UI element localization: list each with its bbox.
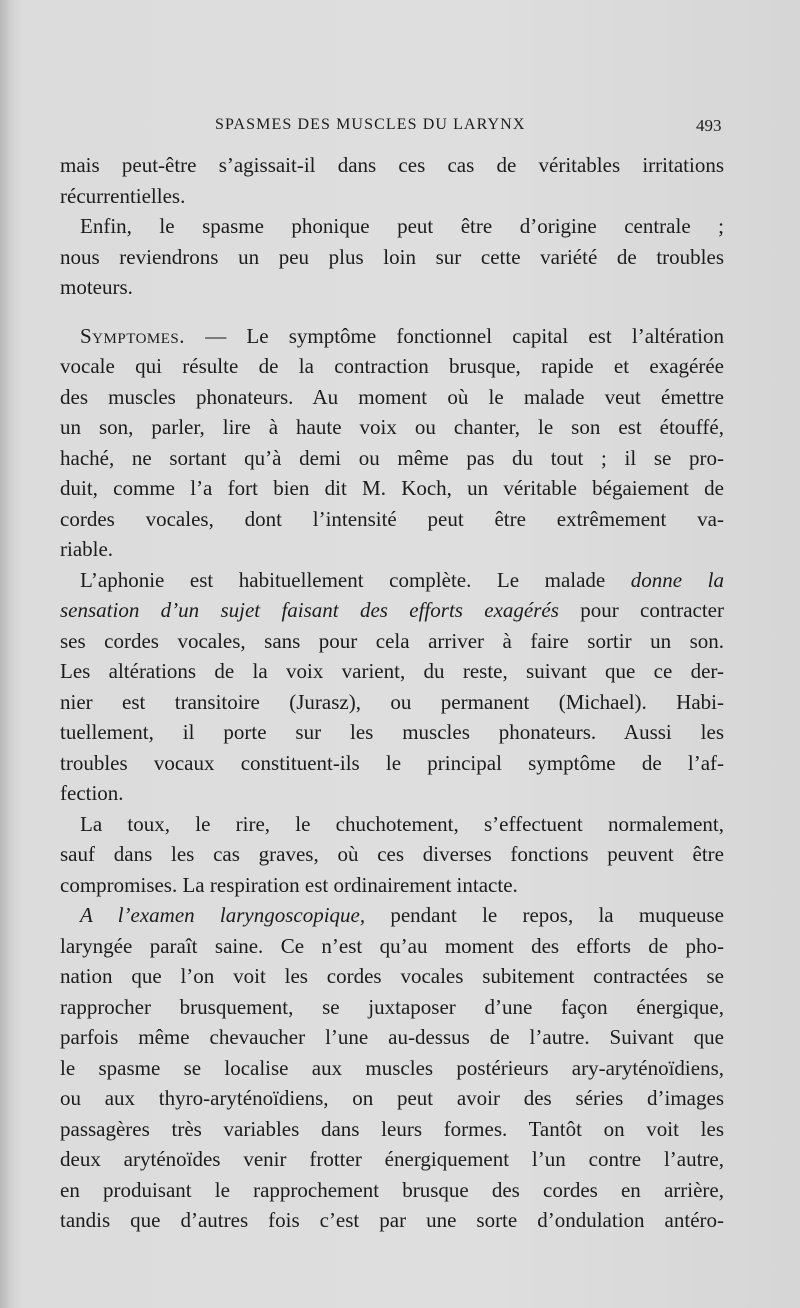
text-line: rapprocher brusquement, se juxtaposer d’une façon énergique, <box>60 994 724 1019</box>
text-run: pour contracter <box>558 598 724 622</box>
text-line: fection. <box>60 781 124 805</box>
paragraph-aphonie <box>60 565 724 809</box>
text-run: pendant le repos, la muqueuse <box>365 903 725 927</box>
text-line: riable. <box>60 537 114 561</box>
page-number: 493 <box>696 116 722 135</box>
text-run: — Le symptôme fonctionnel capital est l’altération <box>185 323 724 348</box>
text-line <box>60 595 724 626</box>
paragraph-symptomes <box>60 321 724 565</box>
text-line <box>60 900 724 931</box>
text-line: troubles vocaux constituent-ils le principal symptôme de l’af- <box>60 750 724 775</box>
text-line: ou aux thyro-aryténoïdiens, on peut avoir des séries d’images <box>60 1086 724 1110</box>
text-line: deux aryténoïdes venir frotter énergiquement l’un contre l’autre, <box>60 1147 724 1171</box>
text-line: tuellement, il porte sur les muscles phonateurs. Aussi les <box>60 720 724 744</box>
section-gap <box>60 303 724 321</box>
page-header <box>0 116 800 138</box>
paragraph-2 <box>60 211 724 303</box>
text-run: L’aphonie est habituellement complète. Le malade <box>80 567 631 592</box>
text-line: sauf dans les cas graves, où ces diverses fonctions peuvent être <box>60 842 724 866</box>
text-line: La toux, le rire, le chuchotement, s’effectuent normalement, <box>80 811 724 836</box>
text-line: passagères très variables dans leurs formes. Tantôt on voit les <box>60 1116 724 1141</box>
text-line: compromises. La respiration est ordinairement intacte. <box>60 872 518 897</box>
text-line <box>60 321 724 352</box>
text-line: un son, parler, lire à haute voix ou chanter, le son est étouffé, <box>60 415 724 439</box>
text-line: tandis que d’autres fois c’est par une sorte d’ondulation antéro- <box>60 1208 724 1232</box>
italic-run: A l’examen laryngoscopique, <box>80 903 366 927</box>
running-head: SPASMES DES MUSCLES DU LARYNX <box>215 116 526 133</box>
text-line <box>60 565 724 596</box>
italic-run: donne la <box>630 567 725 592</box>
section-heading: Symptomes. <box>80 323 186 348</box>
paragraph-toux <box>60 809 724 901</box>
text-line: le spasme se localise aux muscles postérieurs ary-aryténoïdiens, <box>60 1055 724 1080</box>
text-line: Enfin, le spasme phonique peut être d’origine centrale ; <box>80 214 724 238</box>
text-line: duit, comme l’a fort bien dit M. Koch, un véritable bégaiement de <box>60 476 724 500</box>
text-line: en produisant le rapprochement brusque des cordes en arrière, <box>60 1177 724 1202</box>
text-line: mais peut-être s’agissait-il dans ces cas de véritables irritations <box>60 153 724 177</box>
text-line: ses cordes vocales, sans pour cela arriver à faire sortir un son. <box>60 628 724 653</box>
text-line: haché, ne sortant qu’à demi ou même pas du tout ; il se pro- <box>60 445 724 470</box>
text-line: parfois même chevaucher l’une au-dessus de l’autre. Suivant que <box>60 1025 724 1049</box>
text-line: laryngée paraît saine. Ce n’est qu’au moment des efforts de pho- <box>60 933 724 958</box>
text-line: récurrentielles. <box>60 183 186 208</box>
text-line: Les altérations de la voix varient, du reste, suivant que ce der- <box>60 659 724 683</box>
text-line: nier est transitoire (Jurasz), ou permanent (Michael). Habi- <box>60 689 724 714</box>
italic-run: sensation d’un sujet faisant des efforts exagérés <box>60 598 559 622</box>
text-line: nous reviendrons un peu plus loin sur cette variété de troubles <box>60 244 724 269</box>
text-line: des muscles phonateurs. Au moment où le malade veut émettre <box>60 384 724 409</box>
text-line: moteurs. <box>60 275 133 299</box>
text-line: cordes vocales, dont l’intensité peut être extrêmement va- <box>60 506 724 531</box>
text-line: nation que l’on voit les cordes vocales subitement contractées se <box>60 964 724 988</box>
page-body <box>60 150 724 1236</box>
text-line: vocale qui résulte de la contraction brusque, rapide et exagérée <box>60 354 724 378</box>
paragraph-1 <box>60 150 724 211</box>
paragraph-examen <box>60 900 724 1236</box>
